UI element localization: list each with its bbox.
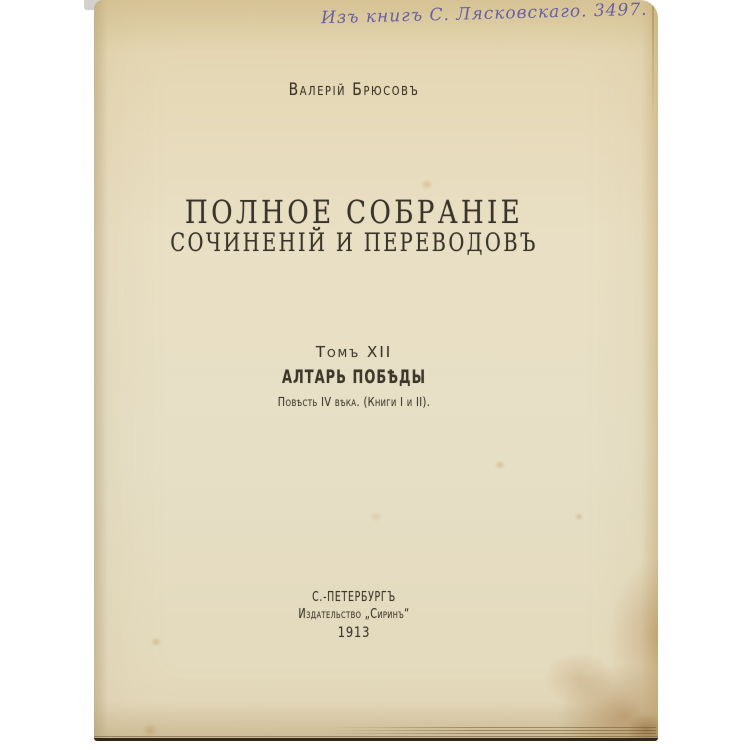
handwritten-ownership-note: Изъ книгъ С. Лясковскаго. 3497. <box>321 0 649 29</box>
series-title-line1: ПОЛНОЕ СОБРАНІЕ <box>184 193 524 231</box>
imprint-year: 1913 <box>337 625 371 641</box>
volume-number: Томъ XII <box>315 343 393 361</box>
author-name: Валерій Брюсовъ <box>288 80 420 100</box>
imprint-city: С.-ПЕТЕРБУРГЪ <box>312 590 396 605</box>
book-title-page <box>94 0 658 741</box>
series-title-line2: СОЧИНЕНІЙ И ПЕРЕВОДОВЪ <box>170 228 538 257</box>
imprint-publisher: Издательство „Сиринъ“ <box>298 607 410 622</box>
work-subtitle: Повѣсть IV вѣка. (Книги I и II). <box>277 394 431 409</box>
work-title: АЛТАРЬ ПОБѢДЫ <box>281 366 427 388</box>
page-edge-lines <box>329 727 656 736</box>
